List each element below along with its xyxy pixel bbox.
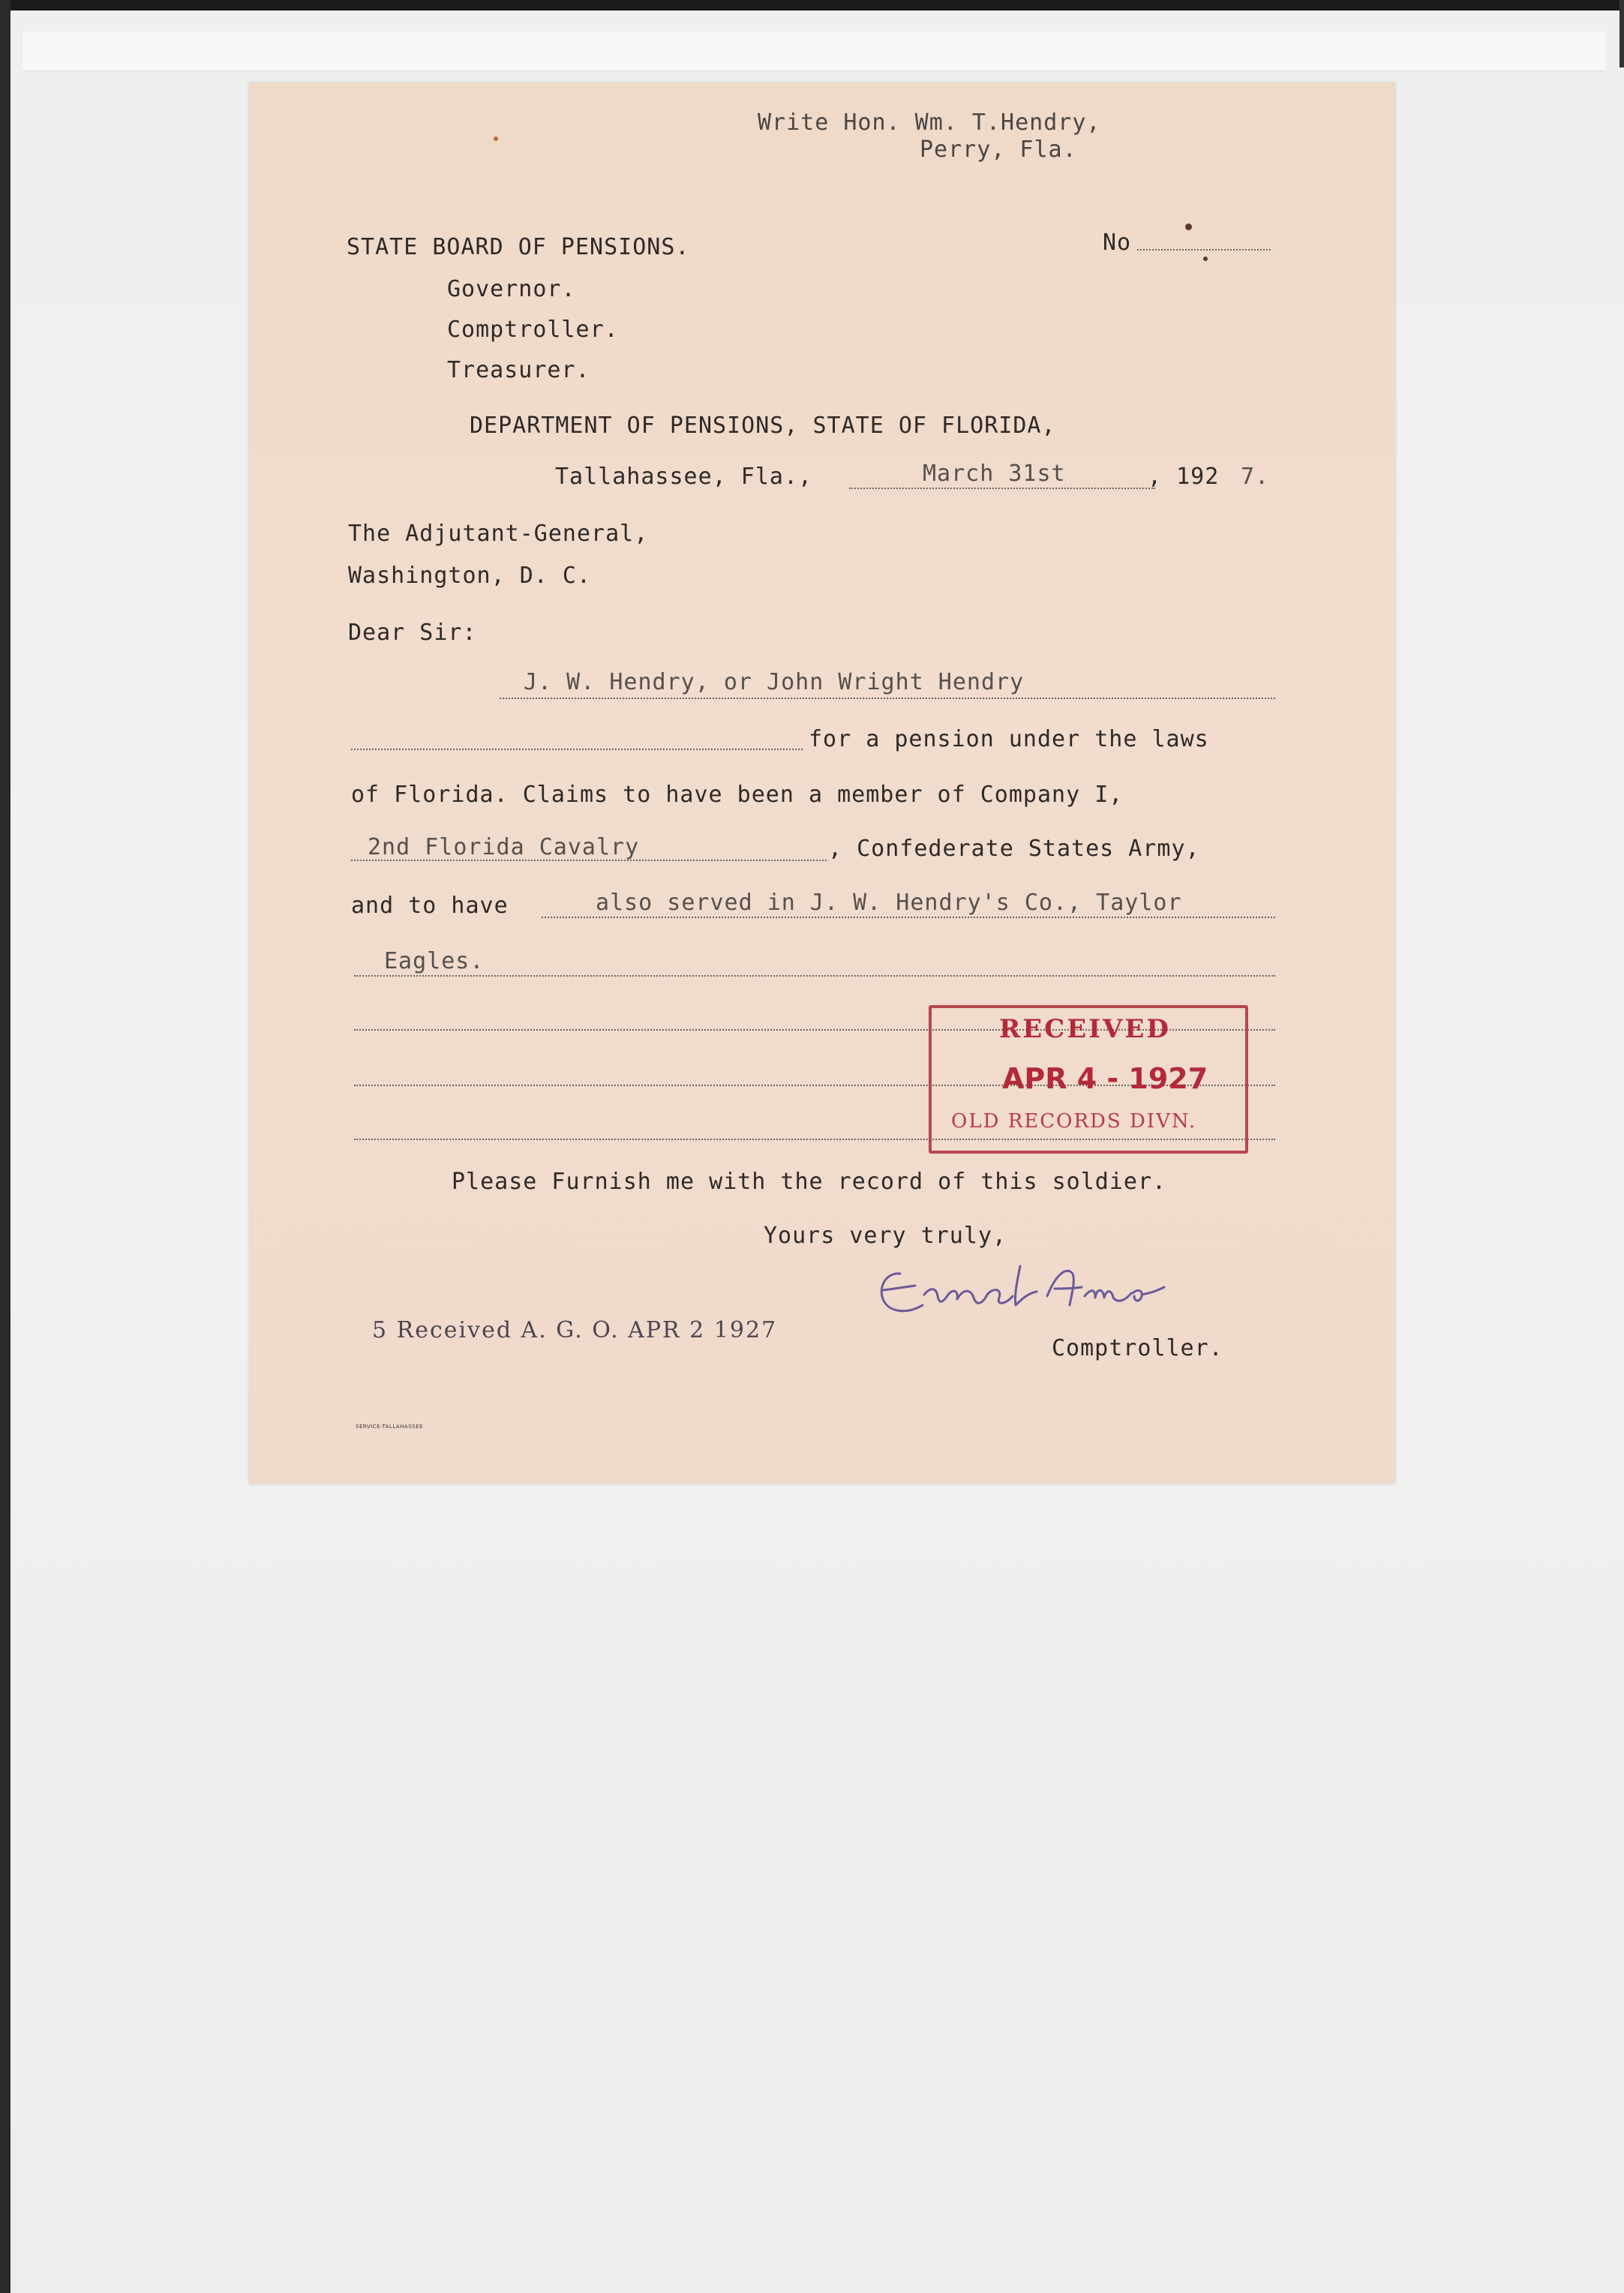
claimant-field bbox=[500, 698, 1275, 699]
header-note-line1: Write Hon. Wm. T.Hendry, bbox=[758, 110, 1101, 136]
company-claim-text: of Florida. Claims to have been a member of Company I, bbox=[351, 782, 1124, 808]
regiment-field bbox=[351, 860, 827, 861]
date-field bbox=[849, 488, 1155, 489]
department-heading: DEPARTMENT OF PENSIONS, STATE OF FLORIDA, bbox=[470, 413, 1056, 439]
number-field bbox=[1137, 249, 1271, 251]
addressee-line1: The Adjutant-General, bbox=[348, 521, 649, 547]
letter-page bbox=[249, 83, 1395, 1484]
received-stamp-title: RECEIVED bbox=[999, 1014, 1171, 1044]
received-stamp bbox=[929, 1005, 1248, 1154]
ink-speck bbox=[494, 137, 498, 141]
board-member-comptroller: Comptroller. bbox=[447, 317, 619, 343]
board-member-treasurer: Treasurer. bbox=[447, 357, 590, 383]
also-served-text: also served in J. W. Hendry's Co., Taylor bbox=[596, 890, 1182, 916]
printer-mark: SERVICE-TALLAHASSEE bbox=[356, 1424, 423, 1430]
record-request: Please Furnish me with the record of this soldier. bbox=[452, 1169, 1167, 1195]
received-stamp-division: OLD RECORDS DIVN. bbox=[951, 1110, 1197, 1133]
ago-received-stamp: 5 Received A. G. O. APR 2 1927 bbox=[372, 1317, 778, 1343]
closing-phrase: Yours very truly, bbox=[764, 1223, 1007, 1249]
regiment-name: 2nd Florida Cavalry bbox=[368, 834, 640, 860]
blank-line-1 bbox=[354, 975, 1275, 977]
scanner-right-edge bbox=[1619, 0, 1624, 68]
signer-title: Comptroller. bbox=[1052, 1335, 1223, 1361]
claimant-name: J. W. Hendry, or John Wright Hendry bbox=[524, 669, 1025, 695]
applied-field bbox=[351, 749, 803, 750]
dateline-year-digit: 7. bbox=[1241, 464, 1270, 490]
board-member-governor: Governor. bbox=[447, 276, 576, 302]
salutation: Dear Sir: bbox=[348, 620, 477, 646]
handwritten-signature bbox=[870, 1251, 1193, 1344]
dateline-year-prefix: , 192 bbox=[1148, 464, 1220, 490]
addressee-line2: Washington, D. C. bbox=[348, 563, 592, 589]
received-stamp-date: APR 4 - 1927 bbox=[1002, 1062, 1208, 1095]
number-label: No bbox=[1103, 230, 1132, 256]
dateline-date: March 31st bbox=[923, 461, 1066, 487]
applied-text: for a pension under the laws bbox=[809, 726, 1209, 752]
also-served-prefix: and to have bbox=[351, 893, 509, 919]
scanner-left-edge bbox=[0, 0, 11, 2293]
board-title: STATE BOARD OF PENSIONS. bbox=[347, 234, 690, 260]
ink-speck bbox=[1203, 257, 1208, 261]
ink-speck bbox=[1185, 224, 1192, 230]
dateline-place: Tallahassee, Fla., bbox=[555, 464, 813, 490]
also-served-continued: Eagles. bbox=[384, 948, 485, 974]
scanner-top-edge bbox=[0, 0, 1624, 11]
also-served-field bbox=[542, 917, 1275, 918]
scan-strip bbox=[23, 32, 1605, 71]
header-note-line2: Perry, Fla. bbox=[920, 137, 1077, 163]
regiment-suffix: , Confederate States Army, bbox=[828, 836, 1200, 862]
